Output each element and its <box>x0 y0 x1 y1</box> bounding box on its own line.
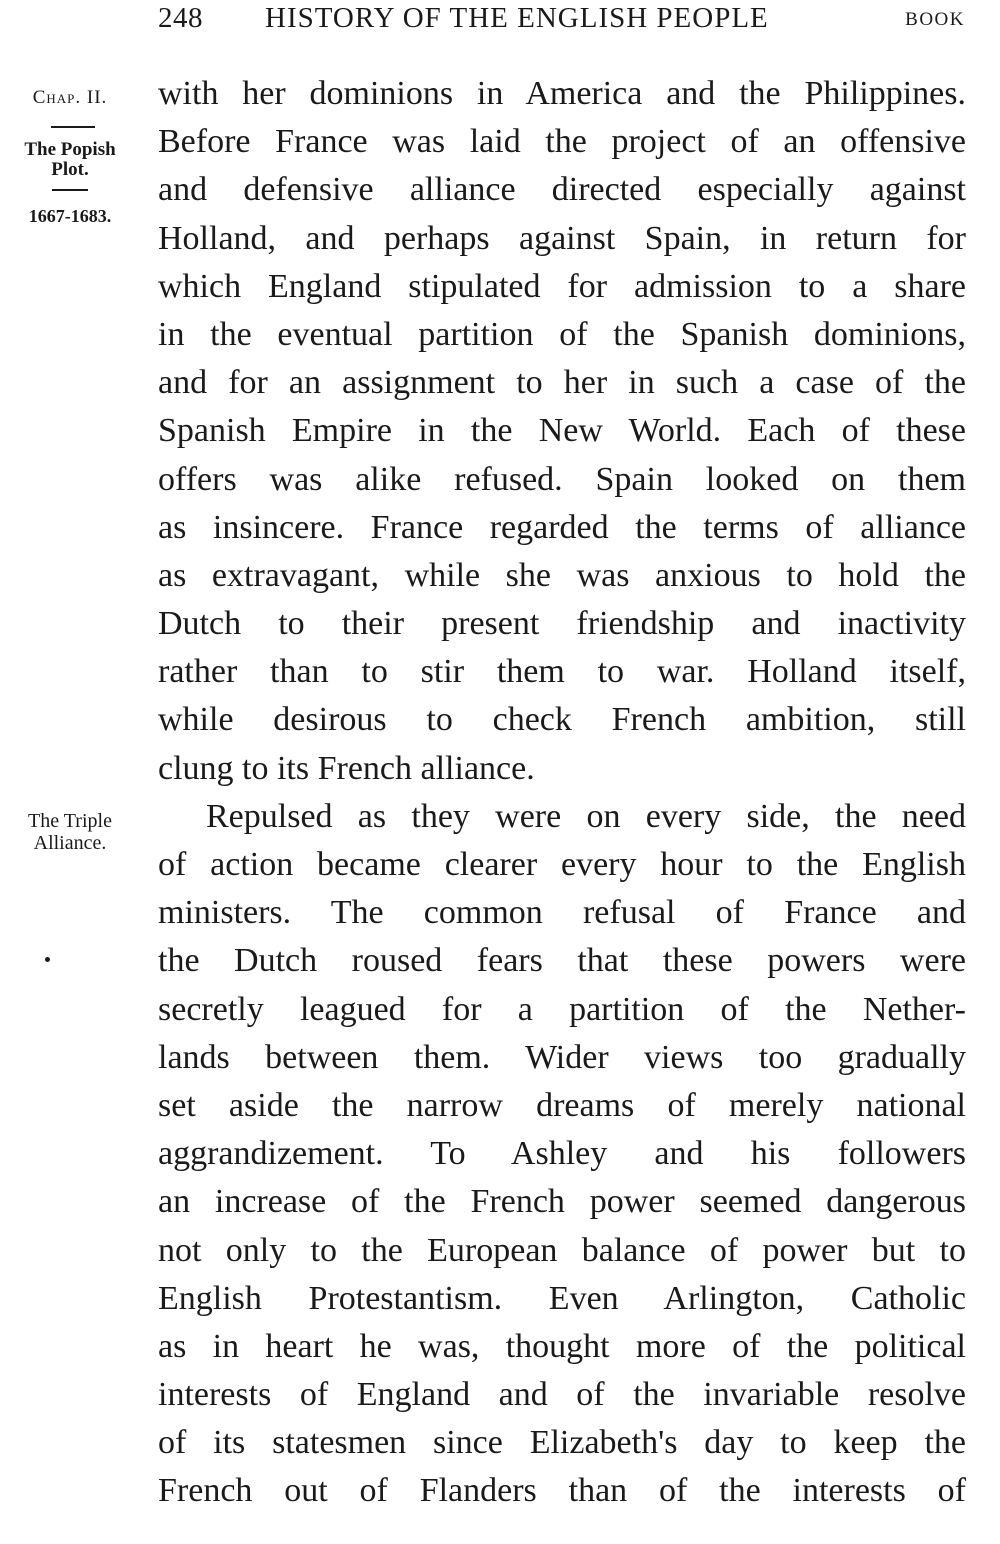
paragraph <box>158 70 966 793</box>
text-line: Holland, and perhaps against Spain, in return for <box>158 219 966 257</box>
body-text <box>158 70 966 1516</box>
chapter-label: Chap. II. <box>32 87 108 108</box>
text-line: as insincere. France regarded the terms of alliance <box>158 508 966 546</box>
text-line: the Dutch roused fears that these powers were <box>158 942 966 980</box>
text-line: English Protestantism. Even Arlington, Catholic <box>158 1279 966 1317</box>
margin-section-note <box>0 135 140 191</box>
text-line: of action became clearer every hour to the English <box>158 846 966 883</box>
text-line: clung to its French alliance. <box>158 749 535 787</box>
text-line: in the eventual partition of the Spanish dominions, <box>158 315 966 353</box>
text-line: Before France was laid the project of an offensive <box>158 123 966 161</box>
text-line: not only to the European balance of power but to <box>158 1231 966 1269</box>
text-line: lands between them. Wider views too gradually <box>158 1038 966 1076</box>
margin-subject-note <box>0 810 140 854</box>
subject-line-2: Alliance. <box>33 832 107 854</box>
running-head <box>0 0 1000 40</box>
running-title: HISTORY OF THE ENGLISH PEOPLE <box>265 2 769 34</box>
paragraph <box>158 793 966 1516</box>
text-line: rather than to stir them to war. Holland itself, <box>158 653 966 691</box>
text-line: which England stipulated for admission to a share <box>158 267 966 305</box>
text-line: and for an assignment to her in such a case of the <box>158 364 966 402</box>
page-number: 248 <box>158 2 203 34</box>
text-line: interests of England and of the invariable resolve <box>158 1376 966 1414</box>
subject-line-1: The Triple <box>28 810 112 832</box>
text-line: ministers. The common refusal of France and <box>158 894 966 932</box>
text-line: aggrandizement. To Ashley and his followers <box>158 1135 966 1173</box>
text-line: an increase of the French power seemed dangerous <box>158 1183 966 1221</box>
section-title-line-2: Plot. <box>51 159 89 180</box>
margin-rule <box>52 189 88 191</box>
running-book-label: BOOK <box>905 9 965 30</box>
section-title-line-1: The Popish <box>24 139 116 160</box>
print-speck <box>45 957 50 962</box>
text-line: as in heart he was, thought more of the political <box>158 1327 966 1365</box>
text-line: and defensive alliance directed especially against <box>158 171 966 209</box>
text-line: Repulsed as they were on every side, the need <box>206 797 966 835</box>
text-line: Dutch to their present friendship and inactivity <box>158 605 966 643</box>
text-line: French out of Flanders than of the interests of <box>158 1472 966 1510</box>
text-line: with her dominions in America and the Philippines. <box>158 75 966 112</box>
text-line: as extravagant, while she was anxious to hold the <box>158 556 966 594</box>
margin-chapter-label <box>0 88 140 108</box>
margin-rule <box>51 126 95 128</box>
text-line: of its statesmen since Elizabeth's day to keep the <box>158 1424 966 1462</box>
text-line: set aside the narrow dreams of merely national <box>158 1086 966 1124</box>
text-line: while desirous to check French ambition, still <box>158 701 966 739</box>
text-line: offers was alike refused. Spain looked on them <box>158 460 966 498</box>
margin-date-range: 1667-1683. <box>28 206 112 226</box>
text-line: Spanish Empire in the New World. Each of these <box>158 412 966 450</box>
text-line: secretly leagued for a partition of the Nether- <box>158 990 966 1028</box>
